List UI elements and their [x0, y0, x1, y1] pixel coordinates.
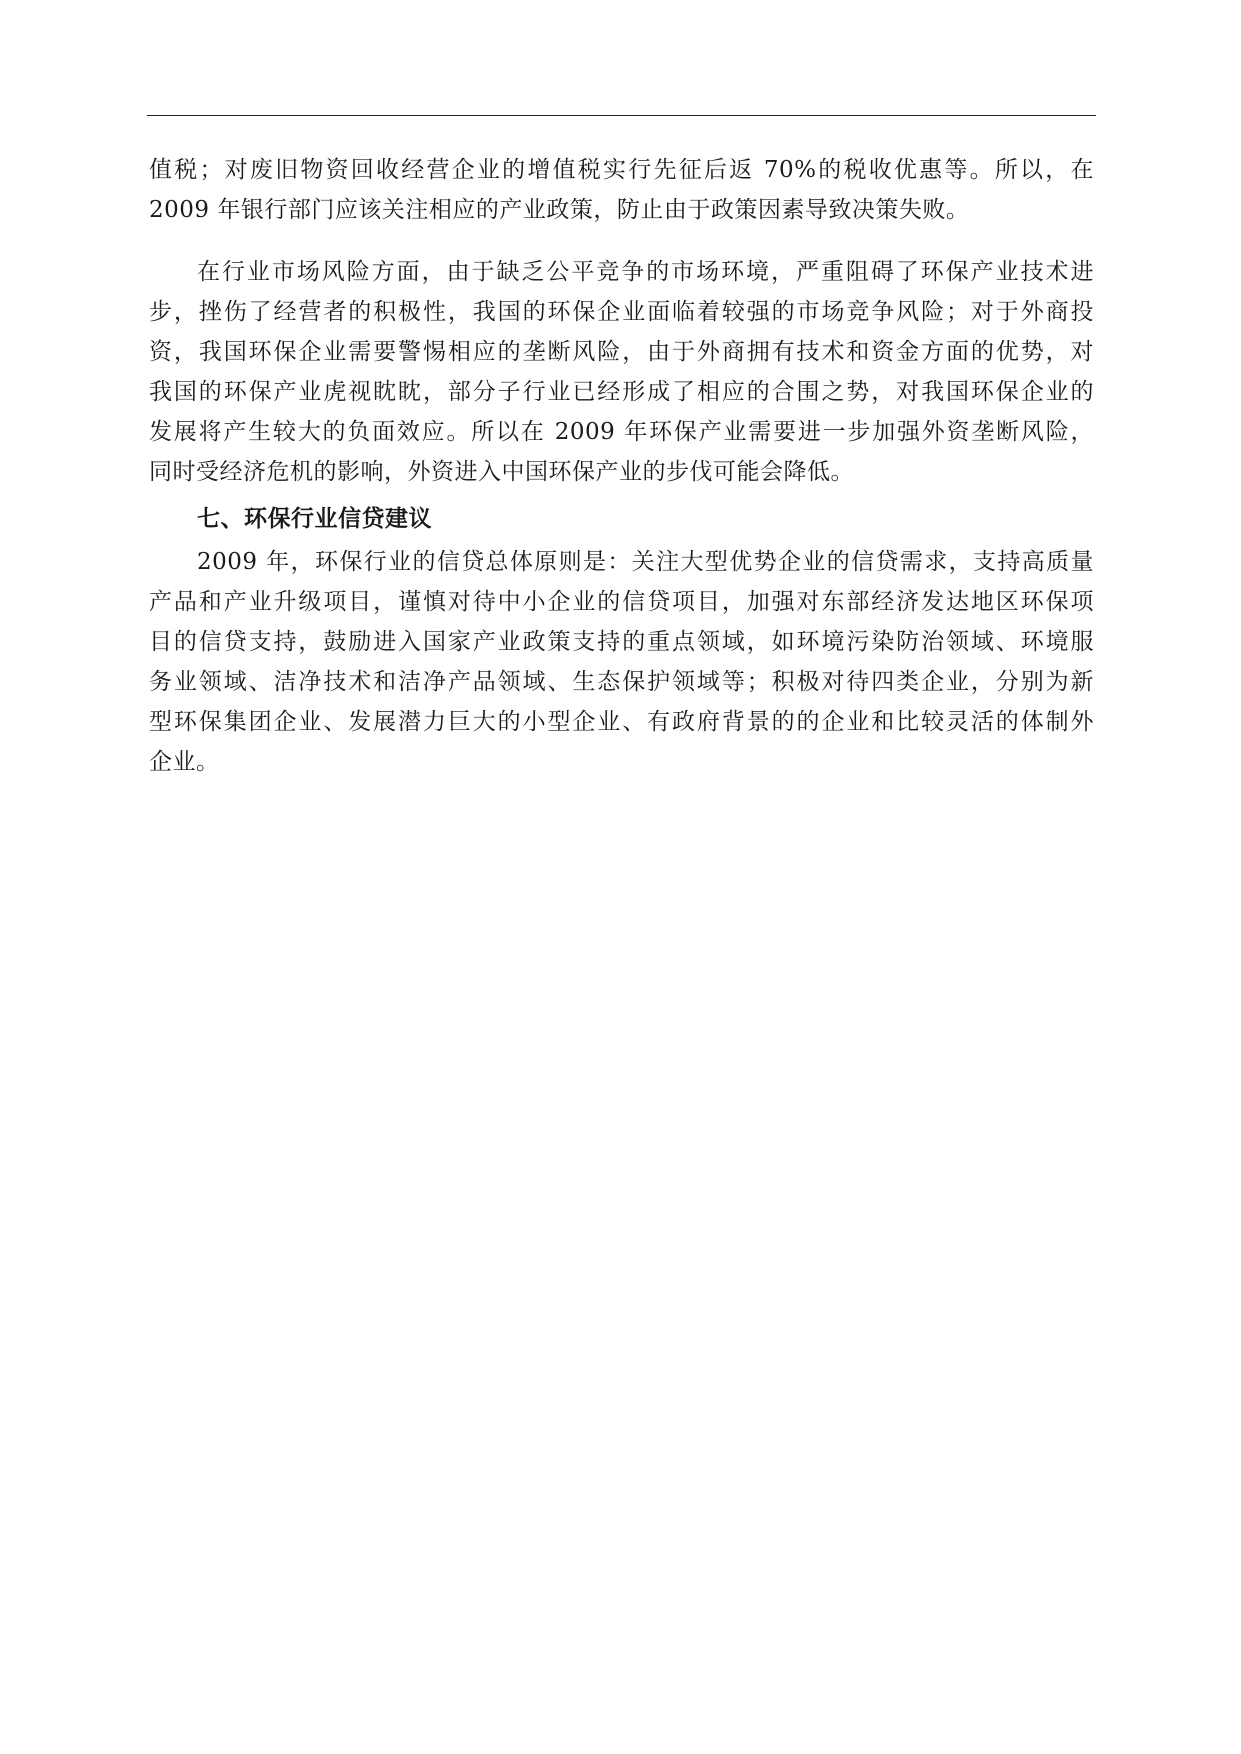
text-line: 产品和产业升级项目，谨慎对待中小企业的信贷项目，加强对东部经济发达地区环保项: [149, 589, 1094, 615]
paragraph-credit-advice: [149, 542, 1094, 782]
text-line: 企业。: [149, 749, 220, 775]
text-line: 在行业市场风险方面，由于缺乏公平竞争的市场环境，严重阻碍了环保产业技术进: [197, 259, 1094, 285]
text-line: 同时受经济危机的影响，外资进入中国环保产业的步伐可能会降低。: [149, 459, 854, 485]
text-line: 务业领域、洁净技术和洁净产品领域、生态保护领域等；积极对待四类企业，分别为新: [149, 669, 1094, 695]
section-heading: 七、环保行业信贷建议: [197, 506, 432, 532]
text-line: 值税；对废旧物资回收经营企业的增值税实行先征后返 70%的税收优惠等。所以，在: [149, 157, 1094, 183]
text-line: 步，挫伤了经营者的积极性，我国的环保企业面临着较强的市场竞争风险；对于外商投: [149, 299, 1094, 325]
body-text: [149, 150, 1094, 782]
header-rule: [147, 115, 1096, 116]
text-line: 发展将产生较大的负面效应。所以在 2009 年环保产业需要进一步加强外资垄断风险，: [149, 419, 1094, 445]
text-line: 2009 年银行部门应该关注相应的产业政策，防止由于政策因素导致决策失败。: [149, 197, 970, 223]
paragraph-market-risk: [149, 252, 1094, 492]
paragraph-tax-policy: [149, 150, 1094, 230]
text-line: 目的信贷支持，鼓励进入国家产业政策支持的重点领域，如环境污染防治领域、环境服: [149, 629, 1094, 655]
text-line: 我国的环保产业虎视眈眈，部分子行业已经形成了相应的合围之势，对我国环保企业的: [149, 379, 1094, 405]
text-line: 型环保集团企业、发展潜力巨大的小型企业、有政府背景的的企业和比较灵活的体制外: [149, 709, 1094, 735]
text-line: 2009 年，环保行业的信贷总体原则是：关注大型优势企业的信贷需求，支持高质量: [197, 549, 1094, 575]
text-line: 资，我国环保企业需要警惕相应的垄断风险，由于外商拥有技术和资金方面的优势，对: [149, 339, 1094, 365]
